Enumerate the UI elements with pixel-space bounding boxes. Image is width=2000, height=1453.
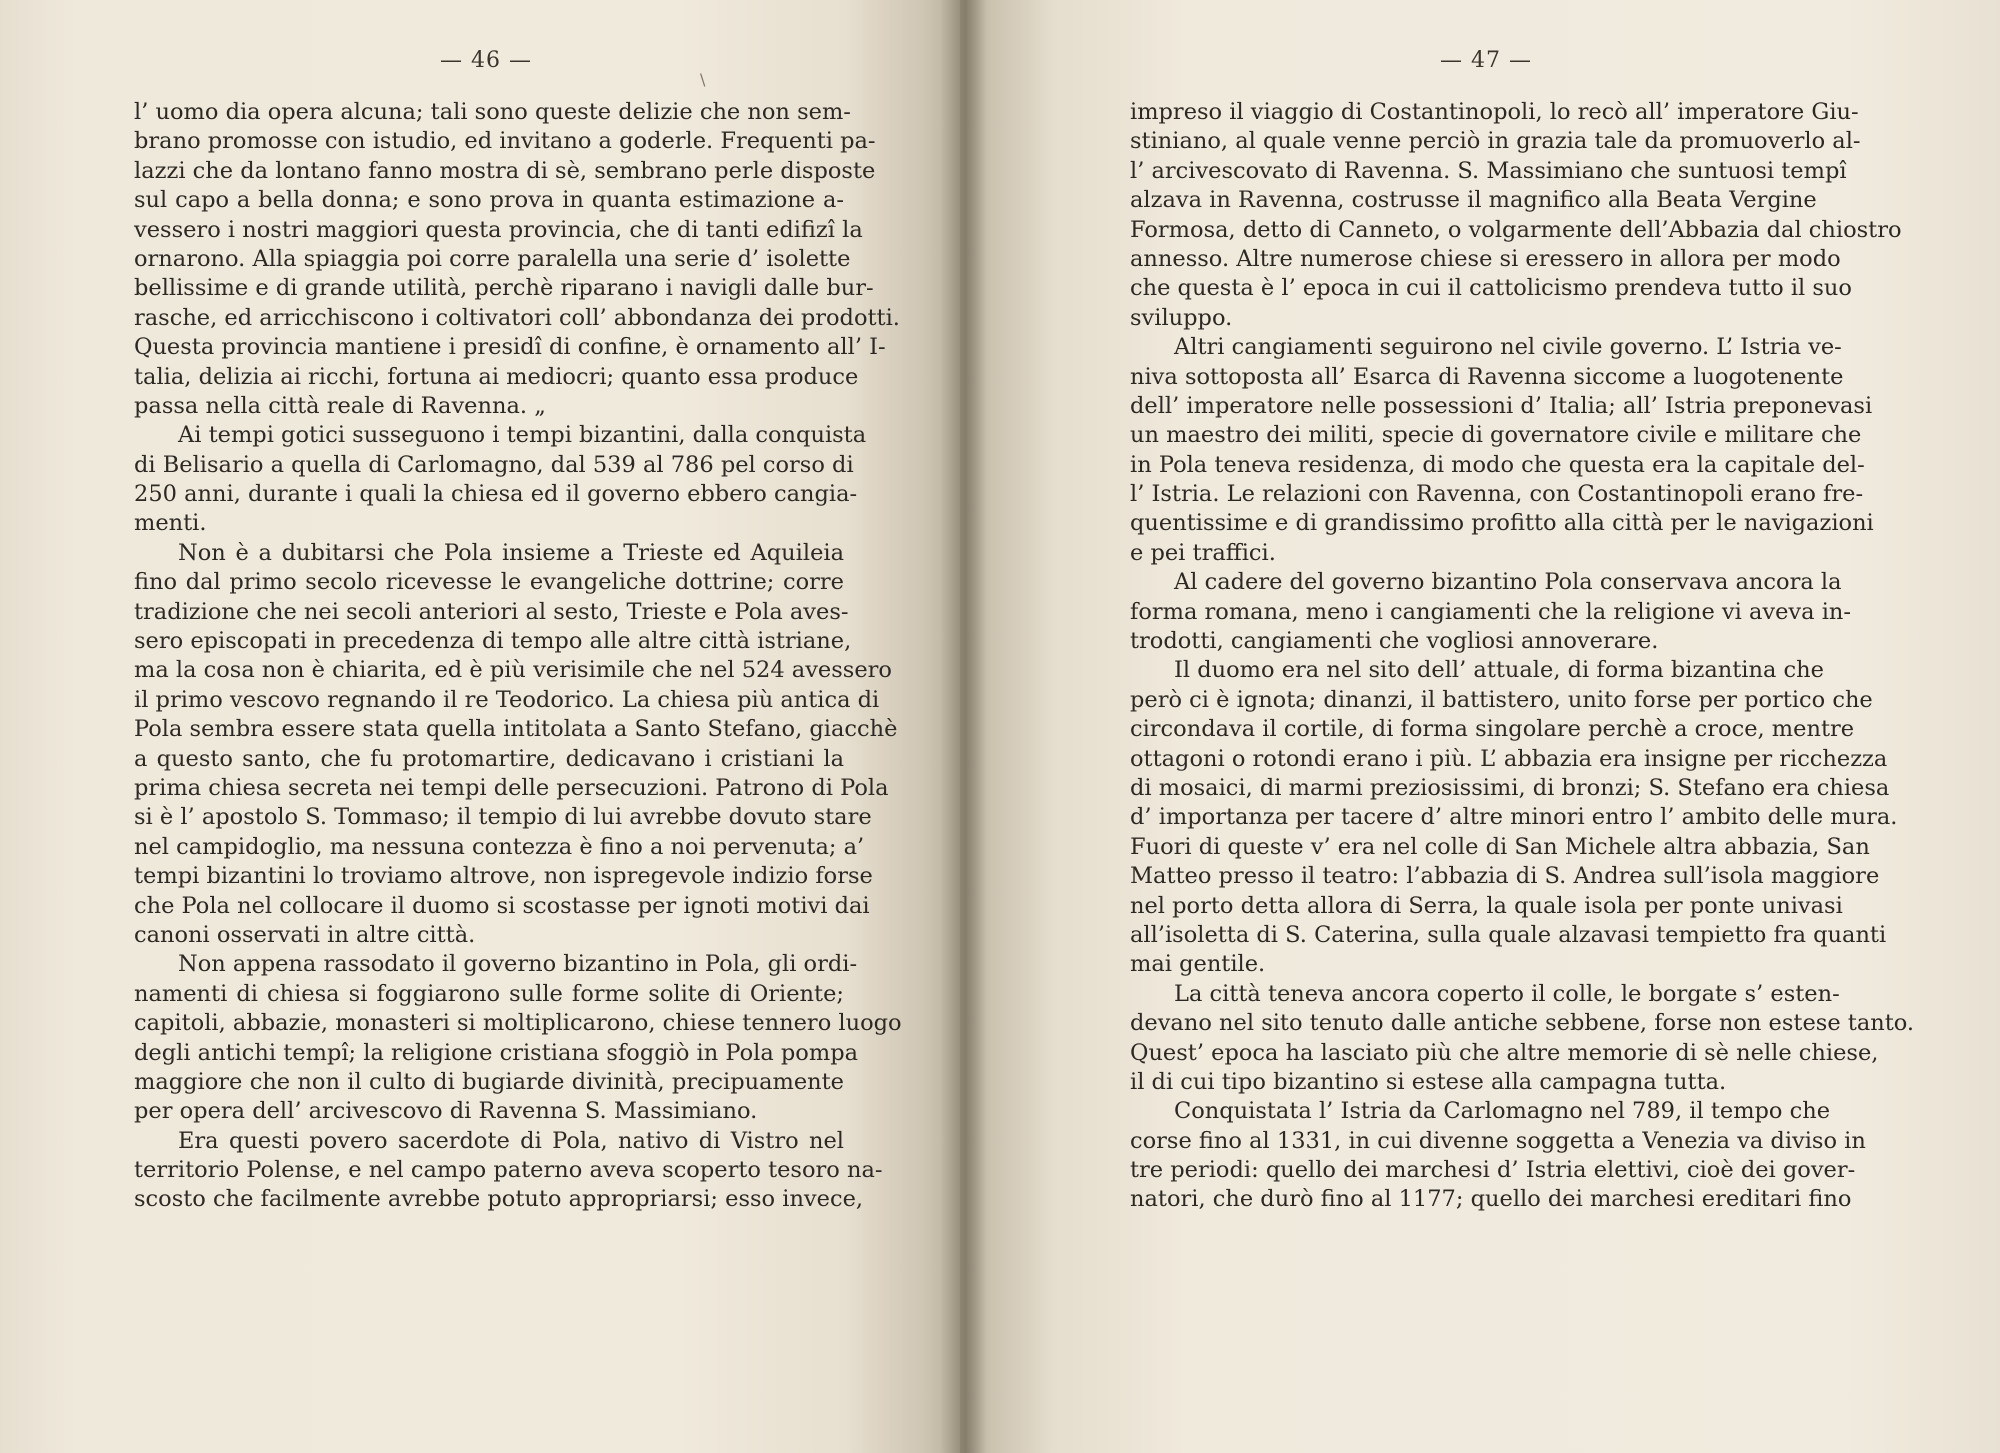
text-line: sero episcopati in precedenza di tempo alle altre città istriane,: [134, 628, 852, 655]
text-line: l’ arcivescovato di Ravenna. S. Massimiano che suntuosi tempî: [1130, 157, 1847, 184]
text-line: talia, delizia ai ricchi, fortuna ai mediocri; quanto essa produce: [134, 363, 859, 390]
text-line: si è l’ apostolo S. Tommaso; il tempio di lui avrebbe dovuto stare: [134, 804, 872, 831]
text-line: Altri cangiamenti seguirono nel civile governo. L’ Istria ve-: [1174, 334, 1842, 361]
text-line: forma romana, meno i cangiamenti che la religione vi aveva in-: [1130, 598, 1851, 625]
text-line: corse fino al 1331, in cui divenne soggetta a Venezia va diviso in: [1130, 1127, 1866, 1154]
text-line: Non appena rassodato il governo bizantino in Pola, gli ordi-: [178, 951, 858, 978]
text-line: tradizione che nei secoli anteriori al sesto, Trieste e Pola aves-: [134, 598, 849, 625]
right-page-text: [1130, 98, 1915, 1215]
text-line: rasche, ed arricchiscono i coltivatori coll’ abbondanza dei prodotti.: [134, 304, 900, 331]
text-line: brano promosse con istudio, ed invitano a goderle. Frequenti pa-: [134, 128, 876, 155]
text-line: l’ Istria. Le relazioni con Ravenna, con Costantinopoli erano fre-: [1130, 481, 1864, 508]
text-line: 250 anni, durante i quali la chiesa ed il governo ebbero cangia-: [134, 481, 858, 508]
text-line: Ai tempi gotici susseguono i tempi bizantini, dalla conquista: [178, 422, 867, 449]
text-line: il di cui tipo bizantino si estese alla campagna tutta.: [1130, 1068, 1727, 1095]
text-line: scosto che facilmente avrebbe potuto appropriarsi; esso invece,: [134, 1186, 864, 1213]
text-line: natori, che durò fino al 1177; quello dei marchesi ereditari fino: [1130, 1186, 1852, 1213]
text-line: lazzi che da lontano fanno mostra di sè, sembrano perle disposte: [134, 157, 876, 184]
stray-mark: \: [700, 70, 706, 89]
text-line: per opera dell’ arcivescovo di Ravenna S. Massimiano.: [134, 1098, 758, 1125]
text-line: che Pola nel collocare il duomo si scostasse per ignoti motivi dai: [134, 892, 870, 919]
text-line: capitoli, abbazie, monasteri si moltiplicarono, chiese tennero luogo: [134, 1010, 902, 1037]
text-line: stiniano, al quale venne perciò in grazia tale da promuoverlo al-: [1130, 128, 1861, 155]
text-line: maggiore che non il culto di bugiarde divinità, precipuamente: [134, 1068, 844, 1095]
text-line: e pei traffici.: [1130, 539, 1276, 566]
text-line: nel campidoglio, ma nessuna contezza è fino a noi pervenuta; a’: [134, 833, 865, 860]
text-line: Pola sembra essere stata quella intitolata a Santo Stefano, giacchè: [134, 716, 898, 743]
text-line: fino dal primo secolo ricevesse le evangeliche dottrine; corre: [134, 569, 844, 596]
text-line: sviluppo.: [1130, 304, 1233, 331]
text-line: che questa è l’ epoca in cui il cattolicismo prendeva tutto il suo: [1130, 275, 1852, 302]
text-line: prima chiesa secreta nei tempi delle persecuzioni. Patrono di Pola: [134, 774, 889, 801]
text-line: La città teneva ancora coperto il colle, le borgate s’ esten-: [1174, 980, 1840, 1007]
text-line: sul capo a bella donna; e sono prova in quanta estimazione a-: [134, 187, 844, 214]
text-line: Questa provincia mantiene i presidî di confine, è ornamento all’ I-: [134, 334, 886, 361]
text-line: ornarono. Alla spiaggia poi corre paralella una serie d’ isolette: [134, 245, 851, 272]
left-page: [0, 0, 960, 1453]
text-line: Formosa, detto di Canneto, o volgarmente dell’Abbazia dal chiostro: [1130, 216, 1902, 243]
text-line: devano nel sito tenuto dalle antiche sebbene, forse non estese tanto.: [1130, 1010, 1915, 1037]
text-line: tempi bizantini lo troviamo altrove, non ispregevole indizio forse: [134, 863, 873, 890]
text-line: Non è a dubitarsi che Pola insieme a Trieste ed Aquileia: [178, 539, 844, 566]
text-line: a questo santo, che fu protomartire, dedicavano i cristiani la: [134, 745, 844, 772]
text-line: di mosaici, di marmi preziosissimi, di bronzi; S. Stefano era chiesa: [1130, 774, 1890, 801]
text-line: Fuori di queste v’ era nel colle di San Michele altra abbazia, San: [1130, 833, 1870, 860]
text-line: territorio Polense, e nel campo paterno aveva scoperto tesoro na-: [134, 1157, 883, 1184]
text-line: trodotti, cangiamenti che vogliosi annoverare.: [1130, 628, 1659, 655]
text-line: tre periodi: quello dei marchesi d’ Istria elettivi, cioè dei gover-: [1130, 1157, 1856, 1184]
text-line: Matteo presso il teatro: l’abbazia di S. Andrea sull’isola maggiore: [1130, 863, 1880, 890]
text-line: degli antichi tempî; la religione cristiana sfoggiò in Pola pompa: [134, 1039, 859, 1066]
page-number: — 47 —: [1440, 48, 1532, 73]
text-line: bellissime e di grande utilità, perchè riparano i navigli dalle bur-: [134, 275, 874, 302]
text-line: l’ uomo dia opera alcuna; tali sono queste delizie che non sem-: [134, 99, 851, 125]
text-line: impreso il viaggio di Costantinopoli, lo recò all’ imperatore Giu-: [1130, 99, 1859, 125]
text-line: d’ importanza per tacere d’ altre minori entro l’ ambito delle mura.: [1130, 804, 1898, 831]
left-page-text: [134, 98, 902, 1215]
text-line: ottagoni o rotondi erano i più. L’ abbazia era insigne per ricchezza: [1130, 745, 1888, 772]
text-line: il primo vescovo regnando il re Teodorico. La chiesa più antica di: [134, 686, 880, 713]
text-line: dell’ imperatore nelle possessioni d’ Italia; all’ Istria preponevasi: [1130, 392, 1873, 419]
text-line: niva sottoposta all’ Esarca di Ravenna siccome a luogotenente: [1130, 363, 1844, 390]
text-line: Era questi povero sacerdote di Pola, nativo di Vistro nel: [178, 1127, 844, 1154]
text-line: all’isoletta di S. Caterina, sulla quale alzavasi tempietto fra quanti: [1130, 921, 1887, 948]
text-line: però ci è ignota; dinanzi, il battistero, unito forse per portico che: [1130, 686, 1873, 713]
book-gutter: [940, 0, 986, 1453]
text-line: ma la cosa non è chiarita, ed è più verisimile che nel 524 avessero: [134, 657, 892, 684]
text-line: Il duomo era nel sito dell’ attuale, di forma bizantina che: [1174, 657, 1824, 684]
text-line: Conquistata l’ Istria da Carlomagno nel 789, il tempo che: [1174, 1098, 1831, 1125]
text-line: circondava il cortile, di forma singolare perchè a croce, mentre: [1130, 716, 1855, 743]
text-line: canoni osservati in altre città.: [134, 921, 476, 948]
text-line: vessero i nostri maggiori questa provincia, che di tanti edifizî la: [134, 216, 863, 243]
page-number: — 46 —: [440, 48, 532, 73]
text-line: nel porto detta allora di Serra, la quale isola per ponte univasi: [1130, 892, 1843, 919]
text-line: Al cadere del governo bizantino Pola conservava ancora la: [1174, 569, 1842, 596]
text-line: alzava in Ravenna, costrusse il magnifico alla Beata Vergine: [1130, 187, 1817, 214]
text-line: annesso. Altre numerose chiese si eressero in allora per modo: [1130, 245, 1841, 272]
text-line: di Belisario a quella di Carlomagno, dal 539 al 786 pel corso di: [134, 451, 854, 478]
text-line: namenti di chiesa si foggiarono sulle forme solite di Oriente;: [134, 980, 844, 1007]
text-line: quentissime e di grandissimo profitto alla città per le navigazioni: [1130, 510, 1874, 537]
text-line: passa nella città reale di Ravenna. „: [134, 392, 546, 419]
text-line: mai gentile.: [1130, 951, 1266, 978]
text-line: menti.: [134, 510, 207, 537]
text-line: in Pola teneva residenza, di modo che questa era la capitale del-: [1130, 451, 1865, 478]
right-page: [960, 0, 2000, 1453]
text-line: un maestro dei militi, specie di governatore civile e militare che: [1130, 422, 1862, 449]
text-line: Quest’ epoca ha lasciato più che altre memorie di sè nelle chiese,: [1130, 1039, 1879, 1066]
